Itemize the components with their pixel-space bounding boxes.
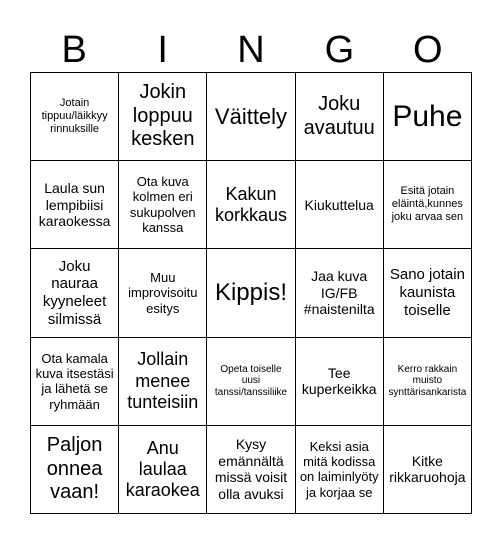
bingo-cell[interactable]: Tee kuperkeikka [296,338,384,426]
bingo-cell[interactable]: Sano jotain kaunista toiselle [384,249,472,337]
bingo-cell[interactable]: Ota kuva kolmen eri sukupolven kanssa [119,161,207,249]
bingo-cell[interactable]: Joku nauraa kyyneleet silmissä [31,249,119,337]
header-letter-g: G [324,29,355,71]
bingo-cell[interactable]: Muu improvisoitu esitys [119,249,207,337]
header-letter-o: O [413,29,443,71]
header-letter-i: I [157,29,168,71]
bingo-cell[interactable]: Kiukuttelua [296,161,384,249]
bingo-cell[interactable]: Jokin loppuu kesken [119,73,207,161]
bingo-cell[interactable]: Väittely [207,73,295,161]
bingo-cell[interactable]: Keksi asia mitä kodissa on laiminlyöty ja korjaa se [296,426,384,514]
bingo-cell[interactable]: Paljon onnea vaan! [31,426,119,514]
bingo-cell[interactable]: Kakun korkkaus [207,161,295,249]
bingo-header [30,28,472,72]
bingo-cell[interactable]: Ota kamala kuva itsestäsi ja lähetä se ryhmään [31,338,119,426]
header-letter-b: B [61,29,87,71]
bingo-cell[interactable]: Jaa kuva IG/FB #naistenilta [296,249,384,337]
bingo-cell[interactable]: Jollain menee tunteisiin [119,338,207,426]
bingo-cell[interactable]: Laula sun lempibiisi karaokessa [31,161,119,249]
bingo-grid [30,72,472,514]
bingo-cell[interactable]: Opeta toiselle uusi tanssi/tanssiliike [207,338,295,426]
bingo-cell[interactable]: Anu laulaa karaokea [119,426,207,514]
bingo-cell[interactable]: Kippis! [207,249,295,337]
bingo-cell[interactable]: Kysy emännältä missä voisit olla avuksi [207,426,295,514]
bingo-cell[interactable]: Esitä jotain eläintä,kunnes joku arvaa sen [384,161,472,249]
bingo-cell[interactable]: Kitke rikkaruohoja [384,426,472,514]
header-letter-n: N [237,29,265,71]
bingo-cell[interactable]: Joku avautuu [296,73,384,161]
bingo-cell[interactable]: Puhe [384,73,472,161]
bingo-cell[interactable]: Kerro rakkain muisto synttärisankarista [384,338,472,426]
bingo-cell[interactable]: Jotain tippuu/läikkyy rinnuksille [31,73,119,161]
